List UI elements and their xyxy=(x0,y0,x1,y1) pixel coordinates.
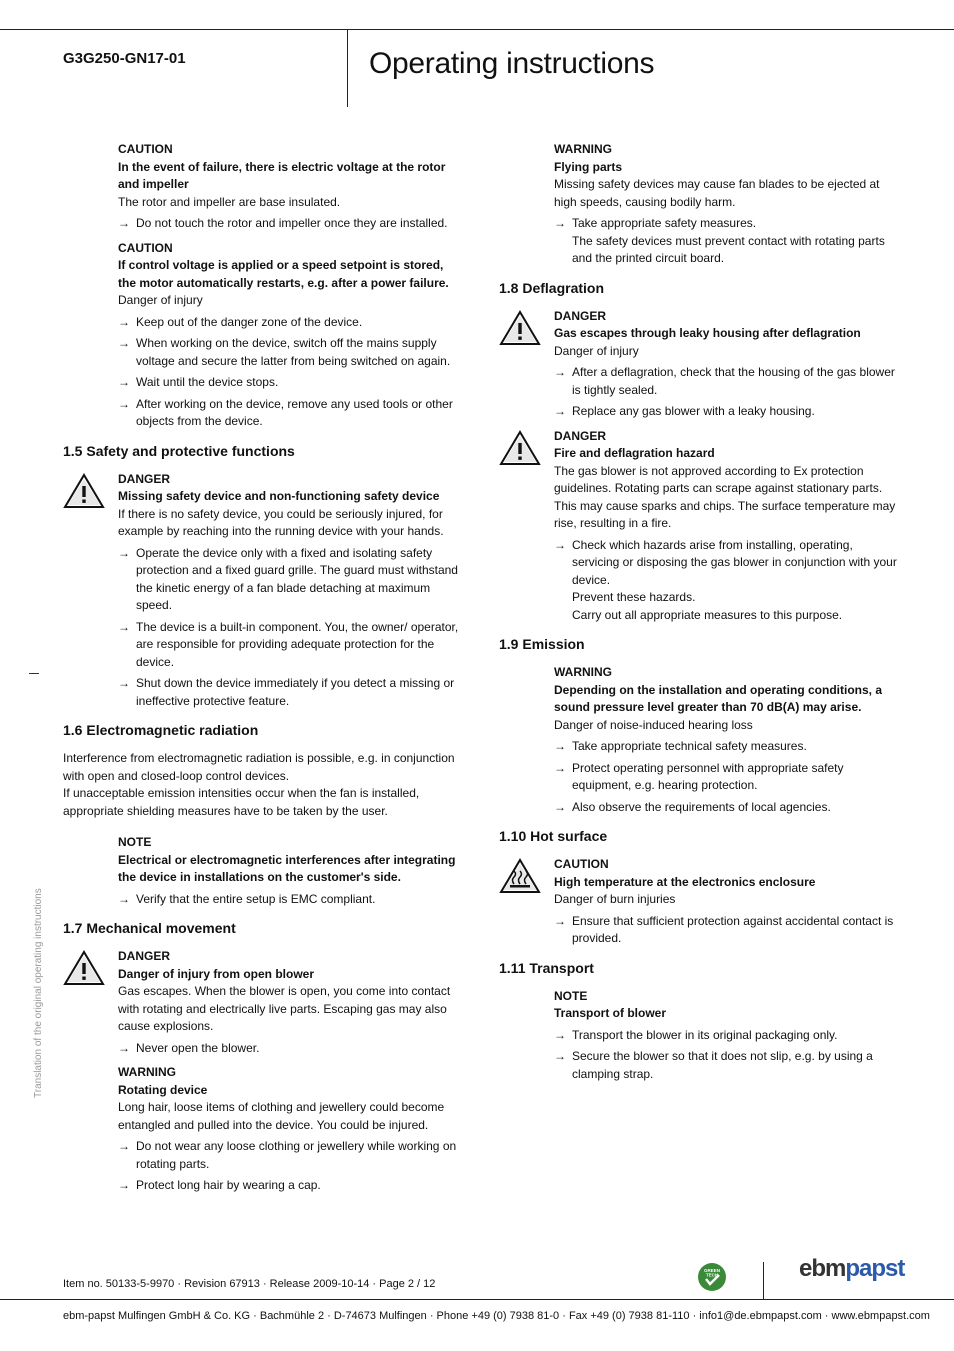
arrow-right-icon: → xyxy=(118,1139,130,1153)
danger-block xyxy=(63,948,463,1057)
signal-word: NOTE xyxy=(118,835,152,849)
ebmpapst-logo: ebmpapst xyxy=(799,1255,905,1282)
hazard-desc: Danger of injury xyxy=(118,293,203,307)
hazard-desc: The gas blower is not approved according to Ex protection guidelines. Rotating parts can scrape against stationary parts. This may cause sparks and chips. The surface temperature may rise, resulting in a fire. xyxy=(554,463,896,530)
danger-block xyxy=(499,428,899,625)
arrow-right-icon: → xyxy=(118,676,130,690)
section-heading: 1.10 Hot surface xyxy=(499,828,608,844)
signal-word: CAUTION xyxy=(118,142,173,156)
hazard-desc: Gas escapes. When the blower is open, you come into contact with rotating and electrically live parts. Escaping gas may also cause explosions. xyxy=(118,984,451,1033)
hazard-title: Rotating device xyxy=(118,1082,208,1097)
hazard-title: In the event of failure, there is electric voltage at the rotor and impeller xyxy=(118,159,446,191)
arrow-right-icon: → xyxy=(554,1027,566,1042)
arrow-right-icon: → xyxy=(554,799,566,814)
danger-block xyxy=(63,471,463,711)
instruction-step: → Keep out of the danger zone of the device. xyxy=(118,314,463,332)
hazard-title: Danger of injury from open blower xyxy=(118,966,315,981)
hazard-title: Fire and deflagration hazard xyxy=(554,446,715,460)
header-top-rule xyxy=(0,29,954,30)
side-note: Translation of the original operating instructions xyxy=(33,888,44,1098)
arrow-right-icon: → xyxy=(118,619,130,634)
signal-word: WARNING xyxy=(554,142,612,156)
signal-word: CAUTION xyxy=(118,240,173,255)
hazard-desc: Long hair, loose items of clothing and jewellery could become entangled and pulled into the device. You could be injured. xyxy=(118,1100,445,1132)
instruction-step: → When working on the device, switch off the mains supply voltage and secure the latter from being switched on again. xyxy=(118,336,451,368)
arrow-right-icon: → xyxy=(554,913,566,928)
left-column xyxy=(63,141,463,1202)
model-number: G3G250-GN17-01 xyxy=(63,50,186,67)
arrow-right-icon: → xyxy=(118,891,130,906)
caution-block xyxy=(63,240,463,431)
signal-word: DANGER xyxy=(554,308,607,323)
arrow-right-icon: → xyxy=(118,396,130,411)
note-block xyxy=(499,988,899,1084)
section-heading: 1.6 Electromagnetic radiation xyxy=(63,722,259,738)
right-column xyxy=(499,141,899,1090)
arrow-right-icon: → xyxy=(554,404,566,418)
warning-triangle-icon xyxy=(499,430,541,466)
svg-text:GREEN: GREEN xyxy=(703,1268,721,1273)
warning-triangle-icon xyxy=(63,950,105,986)
instruction-step: → Do not wear any loose clothing or jewellery while working on rotating parts. xyxy=(118,1139,457,1171)
arrow-right-icon: → xyxy=(554,739,566,753)
fold-mark xyxy=(29,673,39,674)
hazard-title: Transport of blower xyxy=(554,1006,667,1020)
hazard-title: If control voltage is applied or a speed setpoint is stored, the motor automatically restarts, e.g. after a power failure. xyxy=(118,258,449,290)
hot-surface-icon xyxy=(499,858,541,894)
instruction-step: → Transport the blower in its original packaging only. xyxy=(554,1027,899,1045)
instruction-step: → Verify that the entire setup is EMC compliant. xyxy=(118,891,463,909)
instruction-step: → Never open the blower. xyxy=(118,1040,463,1058)
hazard-title: Flying parts xyxy=(554,159,623,174)
hazard-title: Missing safety device and non-functioning safety device xyxy=(118,489,440,503)
body-paragraph: Interference from electromagnetic radiation is possible, e.g. in conjunction with open and closed-loop control devices. If unacceptable emission intensities occur when the fan is installed, appropriate shielding measures have to be taken by the user. xyxy=(63,751,455,818)
arrow-right-icon: → xyxy=(118,1040,130,1055)
section-heading: 1.8 Deflagration xyxy=(499,279,605,296)
arrow-right-icon: → xyxy=(554,365,566,379)
hazard-desc: Danger of burn injuries xyxy=(554,892,676,906)
hazard-desc: The rotor and impeller are base insulated. xyxy=(118,194,341,209)
section-heading: 1.11 Transport xyxy=(499,959,594,976)
instruction-step: → Do not touch the rotor and impeller once they are installed. xyxy=(118,215,463,233)
hazard-desc: If there is no safety device, you could be seriously injured, for example by reaching into the running device with your hands. xyxy=(118,506,444,538)
arrow-right-icon: → xyxy=(554,216,566,230)
footer-divider xyxy=(763,1262,764,1300)
arrow-right-icon: → xyxy=(554,1049,566,1063)
signal-word: DANGER xyxy=(118,949,171,963)
note-block xyxy=(63,834,463,908)
document-info: Item no. 50133-5-9970 · Revision 67913 · Release 2009-10-14 · Page 2 / 12 xyxy=(63,1278,436,1290)
header-divider xyxy=(347,29,348,107)
instruction-step: → After a deflagration, check that the housing of the gas blower is tightly sealed. xyxy=(554,365,895,397)
instruction-step: → Ensure that sufficient protection against accidental contact is provided. xyxy=(554,913,894,945)
hazard-desc: Danger of noise-induced hearing loss xyxy=(554,717,753,732)
warning-triangle-icon xyxy=(63,473,105,509)
warning-block xyxy=(499,664,899,816)
instruction-step: → The device is a built-in component. You, the owner/ operator, are responsible for providing adequate protection for the device. xyxy=(118,619,459,669)
instruction-step: → Secure the blower so that it does not slip, e.g. by using a clamping strap. xyxy=(554,1049,873,1081)
arrow-right-icon: → xyxy=(118,1178,130,1192)
instruction-step: → Take appropriate safety measures. The safety devices must prevent contact with rotating parts and the printed circuit board. xyxy=(554,216,885,265)
company-address: ebm-papst Mulfingen GmbH & Co. KG · Bachmühle 2 · D-74673 Mulfingen · Phone +49 (0) 7938 81-0 · Fax +49 (0) 7938 81-110 · info1@de.ebmpapst.com · www.ebmpapst.com xyxy=(63,1310,930,1322)
page-title: Operating instructions xyxy=(369,47,655,80)
section-heading: 1.7 Mechanical movement xyxy=(63,920,236,936)
arrow-right-icon: → xyxy=(554,760,566,775)
signal-word: WARNING xyxy=(118,1065,176,1079)
section-heading: 1.5 Safety and protective functions xyxy=(63,442,295,459)
caution-block xyxy=(63,141,463,233)
arrow-right-icon: → xyxy=(554,537,566,552)
hazard-desc: Danger of injury xyxy=(554,343,639,358)
instruction-step: → Take appropriate technical safety measures. xyxy=(554,738,899,756)
instruction-step: → Operate the device only with a fixed and isolating safety protection and a fixed guard grille. The guard must withstand the kinetic energy of a fan blade detaching at maximum speed. xyxy=(118,545,458,612)
arrow-right-icon: → xyxy=(118,375,130,389)
hazard-title: Gas escapes through leaky housing after deflagration xyxy=(554,326,861,340)
section-heading: 1.9 Emission xyxy=(499,636,585,652)
hazard-title: High temperature at the electronics enclosure xyxy=(554,874,816,889)
signal-word: DANGER xyxy=(554,428,607,443)
caution-block xyxy=(499,856,899,948)
instruction-step: → Replace any gas blower with a leaky housing. xyxy=(554,403,899,421)
arrow-right-icon: → xyxy=(118,314,130,329)
warning-triangle-icon xyxy=(499,310,541,346)
arrow-right-icon: → xyxy=(118,545,130,560)
instruction-step: → Wait until the device stops. xyxy=(118,374,463,392)
hazard-title: Electrical or electromagnetic interferences after integrating the device in installations on the customer's side. xyxy=(118,852,456,884)
signal-word: WARNING xyxy=(554,665,612,679)
instruction-step: → Check which hazards arise from installing, operating, servicing or disposing the gas blower in conjunction with your device. Prevent these hazards. Carry out all appropriate measures to this purpose. xyxy=(554,537,897,622)
instruction-step: → Also observe the requirements of local agencies. xyxy=(554,799,899,817)
green-tech-icon xyxy=(697,1262,727,1292)
arrow-right-icon: → xyxy=(118,336,130,350)
danger-block xyxy=(499,308,899,421)
arrow-right-icon: → xyxy=(118,216,130,230)
hazard-desc: Missing safety devices may cause fan blades to be ejected at high speeds, causing bodily harm. xyxy=(554,177,880,209)
instruction-step: → Protect long hair by wearing a cap. xyxy=(118,1177,463,1195)
hazard-title: Depending on the installation and operating conditions, a sound pressure level greater than 70 dB(A) may arise. xyxy=(554,682,883,714)
instruction-step: → After working on the device, remove any used tools or other objects from the device. xyxy=(118,396,453,428)
warning-block xyxy=(63,1064,463,1195)
signal-word: DANGER xyxy=(118,471,171,486)
signal-word: NOTE xyxy=(554,988,588,1003)
instruction-step: → Shut down the device immediately if you detect a missing or ineffective protective feature. xyxy=(118,676,455,708)
warning-block xyxy=(499,141,899,268)
svg-text:TECH: TECH xyxy=(705,1272,719,1278)
instruction-step: → Protect operating personnel with appropriate safety equipment, e.g. hearing protection. xyxy=(554,760,844,792)
signal-word: CAUTION xyxy=(554,857,609,871)
footer-rule xyxy=(0,1299,954,1300)
